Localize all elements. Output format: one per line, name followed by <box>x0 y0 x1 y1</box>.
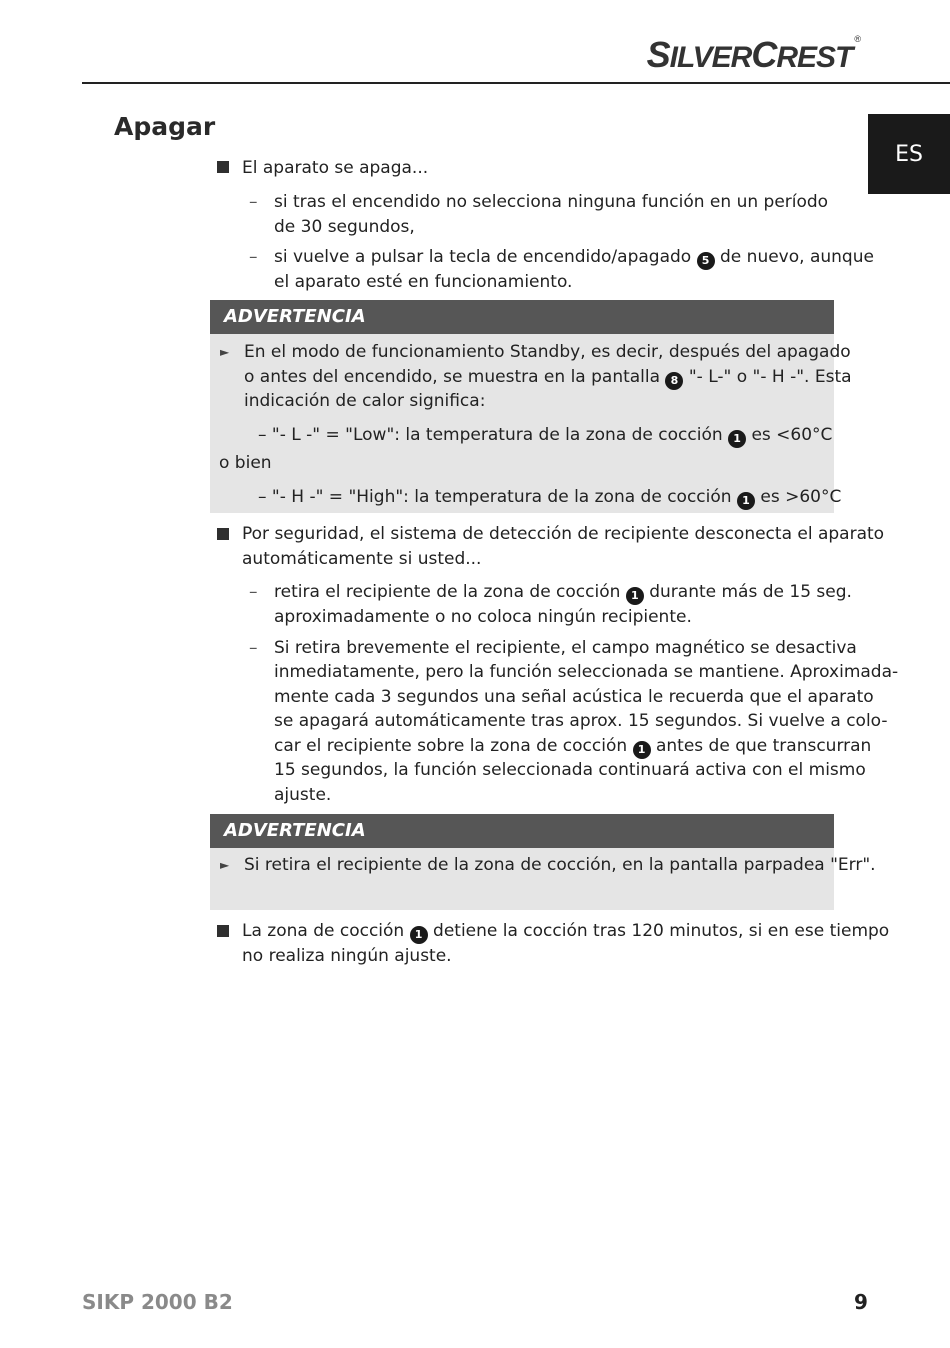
text-span: car el recipiente sobre la zona de cocción <box>274 736 628 756</box>
number-1-icon: 1 <box>633 741 651 759</box>
number-1-icon: 1 <box>728 430 746 448</box>
language-tab-label: ES <box>895 141 923 167</box>
footer-model: SIKP 2000 B2 <box>82 1290 233 1314</box>
brand-logo <box>647 34 860 76</box>
number-8-icon: 8 <box>665 372 683 390</box>
text-span: durante más de 15 seg. <box>649 582 852 602</box>
text-span: si vuelve a pulsar la tecla de encendido/apagado <box>274 247 692 267</box>
text-span: es <60°C <box>751 425 833 445</box>
number-1-icon: 1 <box>626 587 644 605</box>
bullet-2-dash-1-line-1 <box>274 580 852 605</box>
brand-text-rest: REST <box>776 41 853 74</box>
arrow-right-icon: ► <box>220 858 230 872</box>
bullet-2-dash-2-line-3: mente cada 3 segundos una señal acústica le recuerda que el aparato <box>274 687 874 707</box>
bullet-1-dash-1: si tras el encendido no selecciona ninguna función en un período de 30 segundos, <box>274 192 829 237</box>
dash-marker: – <box>249 247 258 267</box>
bullet-2-dash-2-line-2: inmediatamente, pero la función seleccionada se mantiene. Aproximada- <box>274 662 899 682</box>
section-title: Apagar <box>114 112 216 141</box>
bullet-3-line-1 <box>242 919 889 944</box>
brand-initial-s: S <box>646 34 670 75</box>
bullet-3-line-2: no realiza ningún ajuste. <box>242 946 452 966</box>
warning-1-line-2 <box>244 365 852 390</box>
registered-mark: ® <box>854 34 860 44</box>
bullet-2-line-1: Por seguridad, el sistema de detección de recipiente desconecta el aparato <box>242 524 885 544</box>
text-span: o antes del encendido, se muestra en la pantalla <box>244 367 661 387</box>
bullet-2-dash-2-line-7: ajuste. <box>274 785 332 805</box>
warning-1-high-line <box>258 485 841 510</box>
brand-text-ilver: ILVER <box>669 41 752 74</box>
text-span: "- L-" o "- H -". Esta <box>688 367 852 387</box>
dash-marker: – <box>249 192 258 212</box>
bullet-square-icon <box>217 528 229 540</box>
text-span: detiene la cocción tras 120 minutos, si en ese tiempo <box>433 921 890 941</box>
bullet-square-icon <box>217 161 229 173</box>
bullet-square-icon <box>217 925 229 937</box>
bullet-1-dash-2-line-2: el aparato esté en funcionamiento. <box>274 272 573 292</box>
warning-heading-2: ADVERTENCIA <box>210 814 834 848</box>
warning-1-line-1: En el modo de funcionamiento Standby, es decir, después del apagado <box>244 342 851 362</box>
language-tab <box>868 114 950 194</box>
number-5-icon: 5 <box>697 252 715 270</box>
warning-1-or: o bien <box>219 453 272 473</box>
warning-2-line-1: Si retira el recipiente de la zona de cocción, en la pantalla parpadea "Err". <box>244 855 876 875</box>
arrow-right-icon: ► <box>220 345 230 359</box>
number-1-icon: 1 <box>737 492 755 510</box>
bullet-1-dash-2-line-1 <box>274 245 874 270</box>
number-1-icon: 1 <box>410 926 428 944</box>
bullet-2-dash-2-line-4: se apagará automáticamente tras aprox. 15 segundos. Si vuelve a colo- <box>274 711 888 731</box>
bullet-2-dash-2-line-6: 15 segundos, la función seleccionada continuará activa con el mismo <box>274 760 866 780</box>
text-span: retira el recipiente de la zona de cocción <box>274 582 621 602</box>
warning-1-line-3: indicación de calor significa: <box>244 391 486 411</box>
warning-1-low-line <box>258 423 832 448</box>
text-span: de nuevo, aunque <box>720 247 874 267</box>
text-span: es >60°C <box>760 487 842 507</box>
bullet-2-line-2: automáticamente si usted... <box>242 549 482 569</box>
bullet-2-dash-1-line-2: aproximadamente o no coloca ningún recipiente. <box>274 607 692 627</box>
text-span: antes de que transcurran <box>655 736 872 756</box>
dash-marker: – <box>249 582 258 602</box>
bullet-2-dash-2-line-5 <box>274 734 871 759</box>
page-number: 9 <box>854 1290 868 1314</box>
header-rule <box>82 82 950 84</box>
dash-marker: – <box>249 638 258 658</box>
text-span: – "- H -" = "High": la temperatura de la zona de cocción <box>258 487 732 507</box>
brand-initial-c: C <box>751 34 777 75</box>
text-span: La zona de cocción <box>242 921 405 941</box>
warning-heading-1: ADVERTENCIA <box>210 300 834 334</box>
bullet-1-text: El aparato se apaga... <box>242 158 429 178</box>
bullet-2-dash-2-line-1: Si retira brevemente el recipiente, el campo magnético se desactiva <box>274 638 857 658</box>
text-span: – "- L -" = "Low": la temperatura de la zona de cocción <box>258 425 723 445</box>
